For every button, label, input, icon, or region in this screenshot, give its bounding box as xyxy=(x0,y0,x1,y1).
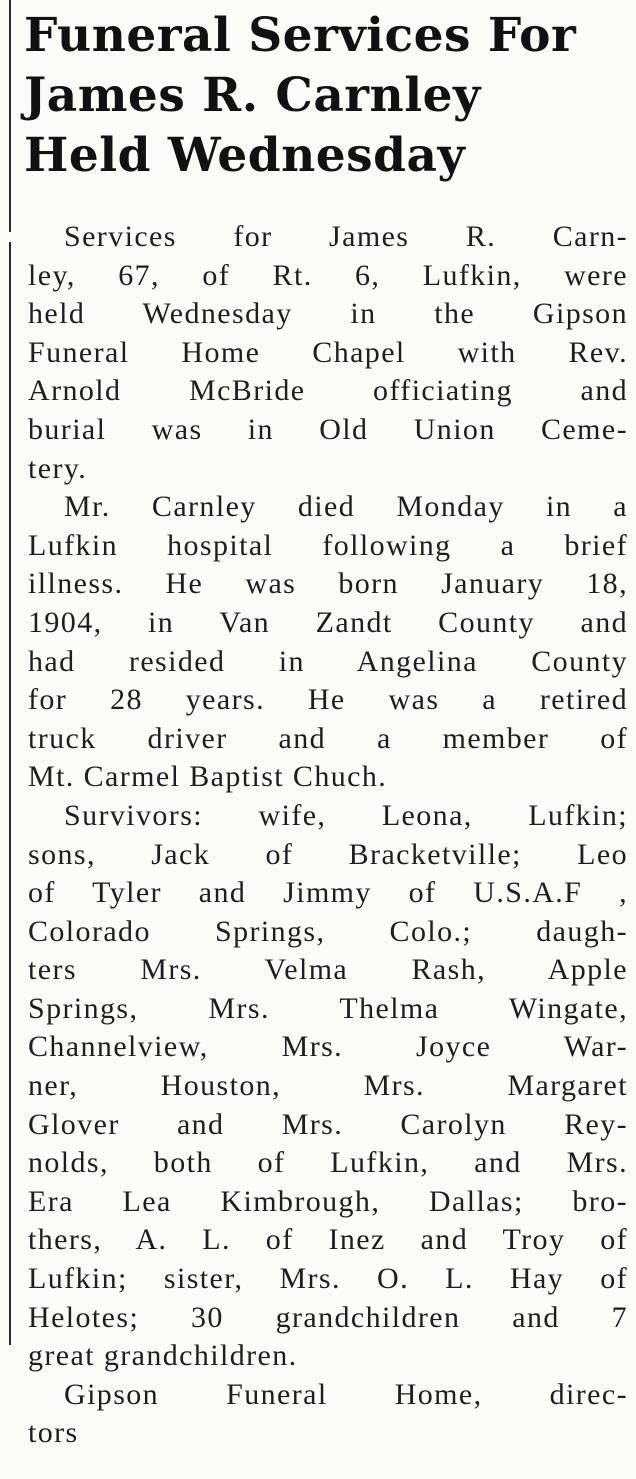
text-line: Lufkin; sister, Mrs. O. L. Hay of xyxy=(28,1262,628,1296)
text-line: Mt. Carmel Baptist Chuch. xyxy=(28,760,388,794)
headline-line: Funeral Services For xyxy=(24,8,577,63)
text-line: ters Mrs. Velma Rash, Apple xyxy=(28,953,628,987)
text-line: 1904, in Van Zandt County and xyxy=(28,605,628,639)
text-line: Arnold McBride officiating and xyxy=(28,374,628,408)
text-line: Helotes; 30 grandchildren and 7 xyxy=(28,1300,628,1334)
text-line: Gipson Funeral Home, direc- xyxy=(64,1377,628,1411)
headline-line: James R. Carnley xyxy=(24,68,481,123)
text-line: truck driver and a member of xyxy=(28,721,628,755)
text-line: Funeral Home Chapel with Rev. xyxy=(28,335,628,369)
text-line: of Tyler and Jimmy of U.S.A.F , xyxy=(28,876,628,910)
text-line: thers, A. L. of Inez and Troy of xyxy=(28,1223,628,1257)
text-line: great grandchildren. xyxy=(28,1339,298,1373)
text-line: Channelview, Mrs. Joyce War- xyxy=(28,1030,628,1064)
text-line: Services for James R. Carn- xyxy=(64,220,628,253)
column-rule xyxy=(9,0,11,1345)
headline xyxy=(24,6,634,186)
paragraph-directors xyxy=(28,1376,628,1453)
text-line: tery. xyxy=(28,451,88,485)
text-line: Springs, Mrs. Thelma Wingate, xyxy=(28,991,628,1025)
headline-line: Held Wednesday xyxy=(24,128,466,183)
paragraph-services xyxy=(28,218,628,488)
text-line: ner, Houston, Mrs. Margaret xyxy=(28,1069,628,1103)
text-line: Glover and Mrs. Carolyn Rey- xyxy=(28,1107,628,1141)
text-line: ley, 67, of Rt. 6, Lufkin, were xyxy=(28,258,628,292)
paragraph-survivors xyxy=(28,797,628,1376)
text-line: Survivors: wife, Leona, Lufkin; xyxy=(64,798,628,832)
article-body xyxy=(28,218,628,1453)
text-line: Colorado Springs, Colo.; daugh- xyxy=(28,914,628,948)
text-line: Mr. Carnley died Monday in a xyxy=(64,490,628,524)
text-line: held Wednesday in the Gipson xyxy=(28,297,628,331)
text-line: Lufkin hospital following a brief xyxy=(28,528,628,562)
text-line: nolds, both of Lufkin, and Mrs. xyxy=(28,1146,628,1180)
text-line: burial was in Old Union Ceme- xyxy=(28,412,628,446)
text-line: sons, Jack of Bracketville; Leo xyxy=(28,837,628,871)
column-rule-gap xyxy=(9,232,11,242)
text-line: had resided in Angelina County xyxy=(28,644,628,678)
paragraph-death xyxy=(28,488,628,797)
text-line: Era Lea Kimbrough, Dallas; bro- xyxy=(28,1184,628,1218)
text-line: for 28 years. He was a retired xyxy=(28,683,628,717)
text-line: tors xyxy=(28,1416,79,1450)
text-line: illness. He was born January 18, xyxy=(28,567,628,601)
